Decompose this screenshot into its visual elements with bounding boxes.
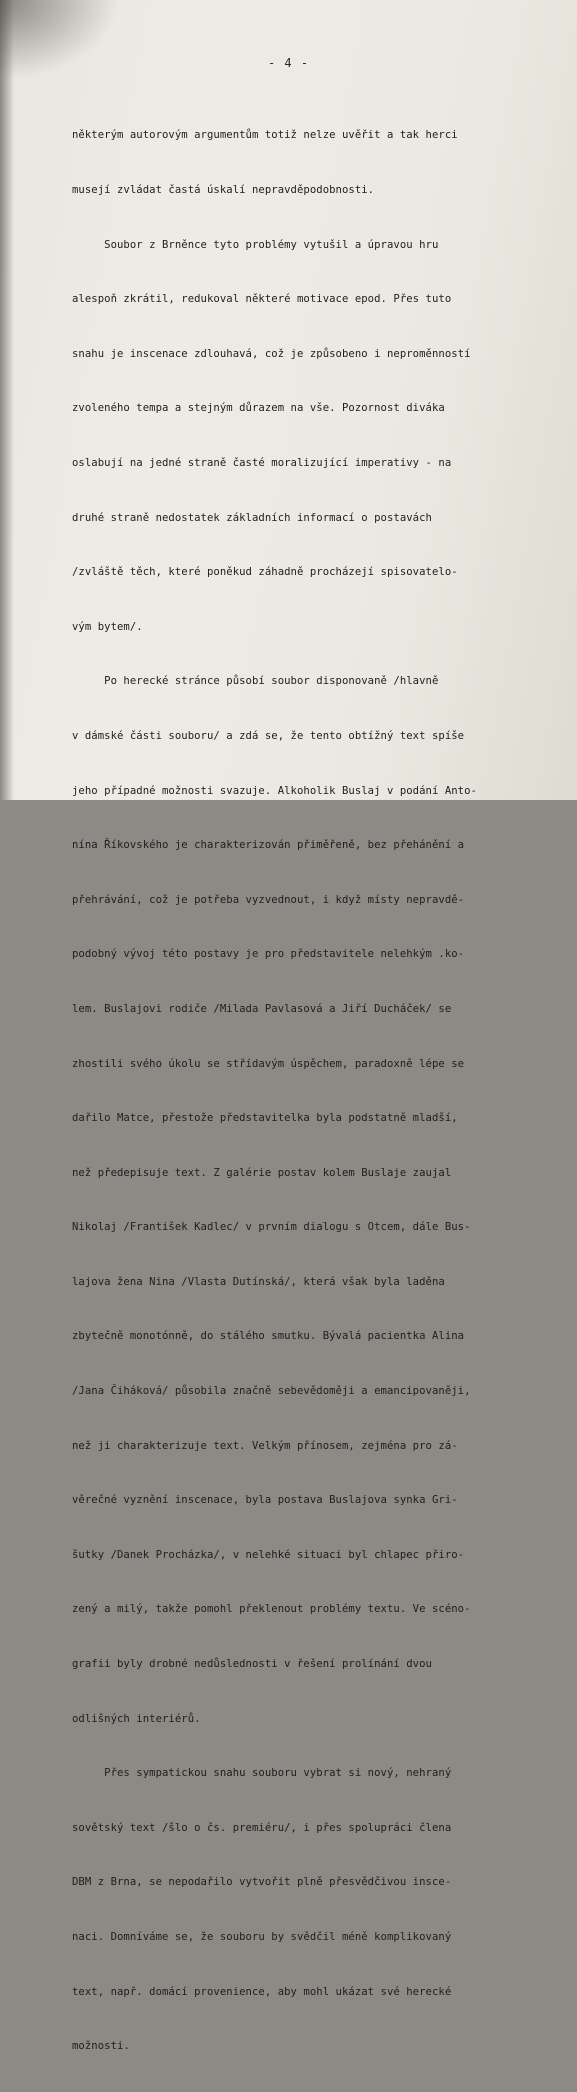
body-text (72, 90, 512, 2092)
text-line: druhé straně nedostatek základních informací o postavách (72, 511, 432, 524)
text-line: než ji charakterizuje text. Velkým přínosem, zejména pro zá- (72, 1439, 458, 1452)
text-line: některým autorovým argumentům totiž nelze uvěřit a tak herci (72, 129, 458, 142)
text-line: /Jana Čiháková/ působila značně sebevědoměji a emancipovaněji, (72, 1385, 471, 1398)
page-number: - 4 - (267, 56, 310, 70)
text-line: text, např. domácí provenience, aby mohl ukázat své herecké (72, 1985, 452, 1998)
text-line: grafii byly drobné nedůslednosti v řešení prolínání dvou (72, 1658, 432, 1671)
text-line: /zvláště těch, které poněkud záhadně procházejí spisovatelo- (72, 566, 458, 579)
text-line: lem. Buslajovi rodiče /Milada Pavlasová a Jiří Ducháček/ se (72, 1002, 452, 1015)
text-line: v dámské části souboru/ a zdá se, že tento obtížný text spíše (72, 729, 465, 742)
page-edge-shadow (0, 0, 14, 800)
text-line: musejí zvládat častá úskalí nepravděpodobnosti. (72, 184, 375, 196)
text-line: DBM z Brna, se nepodařilo vytvořit plně přesvědčivou insce- (72, 1876, 452, 1889)
text-line: vým bytem/. (72, 620, 143, 633)
text-line: přehrávání, což je potřeba vyzvednout, i když místy nepravdě- (72, 893, 465, 906)
text-line: naci. Domníváme se, že souboru by svědčil méně komplikovaný (72, 1931, 452, 1943)
text-line: alespoň zkrátil, redukoval některé motivace epod. Přes tuto (72, 293, 452, 306)
text-line: odlišných interiérů. (72, 1712, 201, 1725)
text-line: sovětský text /šlo o čs. premiéru/, i přes spolupráci člena (72, 1821, 452, 1834)
text-line: Přes sympatickou snahu souboru vybrat si nový, nehraný (72, 1767, 452, 1780)
text-line: podobný vývoj této postavy je pro představitele nelehkým .ko- (72, 948, 465, 961)
text-line: jeho případné možnosti svazuje. Alkoholik Buslaj v podání Anto- (72, 784, 477, 797)
text-line: šutky /Danek Procházka/, v nelehké situaci byl chlapec přiro- (72, 1548, 465, 1561)
text-line: zbytečně monotónně, do stálého smutku. Bývalá pacientka Alina (72, 1330, 465, 1343)
text-line: snahu je inscenace zdlouhavá, což je způsobeno i neproměnností (72, 347, 471, 360)
text-line: oslabují na jedné straně časté moralizující imperativy - na (72, 456, 452, 469)
text-line: věrečné vyznění inscenace, byla postava Buslajova synka Gri- (72, 1494, 458, 1507)
text-line: Soubor z Brněnce tyto problémy vytušil a úpravou hru (72, 238, 439, 251)
text-line: než předepisuje text. Z galérie postav kolem Buslaje zaujal (72, 1166, 452, 1179)
text-line: nína Říkovského je charakterizován přiměřeně, bez přehánění a (72, 839, 465, 852)
text-line: Po herecké stránce působí soubor disponovaně /hlavně (72, 675, 439, 688)
text-line: zený a milý, takže pomohl překlenout problémy textu. Ve scéno- (72, 1603, 471, 1616)
text-line: zhostili svého úkolu se střídavým úspěchem, paradoxně lépe se (72, 1057, 465, 1070)
text-line: dařilo Matce, přestože představitelka byla podstatně mladší, (72, 1112, 458, 1125)
text-line: Nikolaj /František Kadlec/ v prvním dialogu s Otcem, dále Bus- (72, 1221, 471, 1234)
text-line: možnosti. (72, 2040, 130, 2053)
text-line: lajova žena Nina /Vlasta Dutínská/, která však byla laděna (72, 1275, 445, 1288)
text-line: zvoleného tempa a stejným důrazem na vše. Pozornost diváka (72, 402, 445, 415)
